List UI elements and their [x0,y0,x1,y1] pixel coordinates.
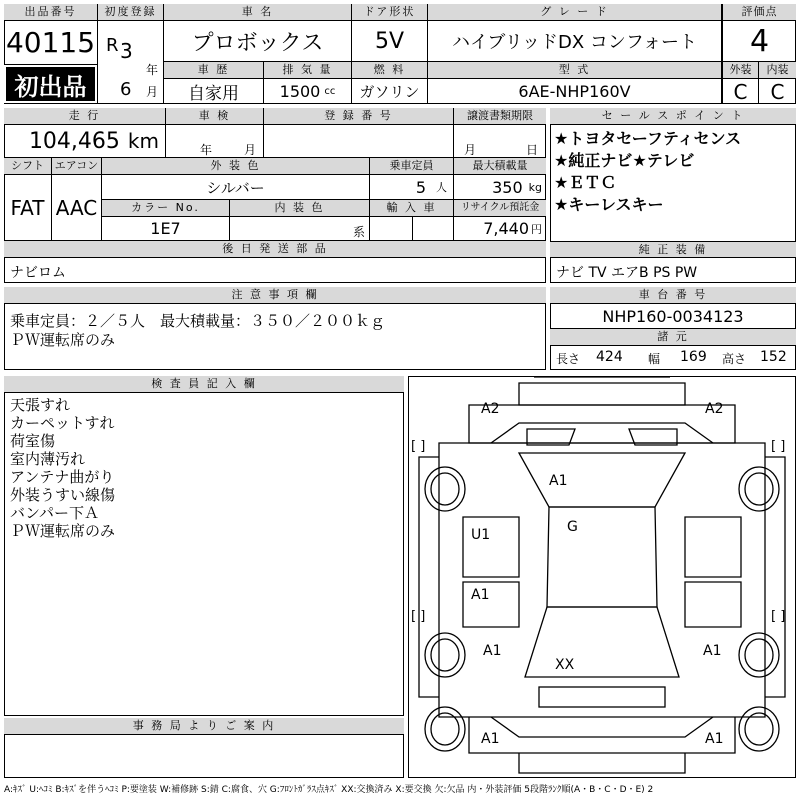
damage-mark: U1 [471,527,491,543]
model-label: 型 式 [428,62,722,79]
notes-label: 注 意 事 項 欄 [4,287,546,304]
inspector-line: 外装うすい線傷 [10,486,116,504]
width-value: 169 [680,349,707,365]
transfer-day-unit: 日 [526,143,539,157]
model: 6AE-NHP160V [428,79,722,104]
damage-mark: A2 [481,401,500,417]
inspector-line: バンパー下Ａ [10,504,99,522]
later-parts: ナビロム [10,265,66,281]
max-load: 350 [492,177,523,197]
chassis-number: NHP160-0034123 [550,304,796,329]
recycle-label: リサイクル預託金 [454,200,546,217]
history-label: 車 歴 [164,62,264,79]
mileage: 104,465 [28,128,120,154]
door-type: 5V [352,21,428,62]
displacement: 1500 [279,81,321,101]
recycle: 7,440 [483,219,529,238]
shift-label: シフト [4,158,52,175]
inspector-line: ＰＷ運転席のみ [10,522,116,540]
height-label: 高さ [722,352,747,366]
import-label: 輸 入 車 [370,200,454,217]
bracket: [ ] [411,609,426,624]
ext-color: シルバー [102,175,370,200]
interior-grade: C [770,79,785,104]
chassis-label: 車 台 番 号 [550,287,796,304]
sales-point: ★純正ナビ★テレビ [554,151,695,170]
int-color-label: 内 装 色 [230,200,370,217]
transfer-month-unit: 月 [464,143,477,157]
recycle-unit: 円 [531,222,542,236]
displacement-cell [264,79,352,104]
damage-mark: XX [555,657,575,673]
later-parts-label: 後 日 発 送 部 品 [4,241,546,258]
mileage-unit: km [127,129,159,153]
reg-year: 3 [120,39,133,63]
office-label: 事 務 局 よ り ご 案 内 [4,718,404,735]
notes-line: ＰＷ運転席のみ [10,331,116,349]
damage-mark: A1 [483,643,502,659]
inspector-line: カーペットすれ [10,414,115,432]
sales-point: ★キーレスキー [554,195,664,214]
interior-label: 内装 [759,62,796,79]
insp-month-unit: 月 [244,143,257,157]
inspector-line: アンテナ曲がり [10,468,115,486]
insp-year-unit: 年 [200,143,213,157]
dims-label: 諸 元 [550,329,796,346]
damage-mark: G [567,519,578,535]
bracket: [ ] [771,439,786,454]
score-label: 評価点 [722,4,796,21]
length-value: 424 [596,349,623,365]
inspector-label: 検 査 員 記 入 欄 [4,376,404,393]
month-unit: 月 [146,85,159,99]
displacement-unit: cc [324,85,336,97]
color-no-label: カラー No. [102,200,230,217]
damage-mark: A1 [703,643,722,659]
ext-color-label: 外 装 色 [102,158,370,175]
notes-line: 乗車定員：２／５人 最大積載量：３５０／２００ｋｇ [10,312,386,330]
max-load-label: 最大積載量 [454,158,546,175]
fuel: ガソリン [352,79,428,104]
era: R [106,35,119,56]
mileage-cell [4,125,166,158]
reg-month: 6 [120,79,132,100]
damage-mark: A1 [471,587,490,603]
damage-mark: A1 [481,731,500,747]
bracket: [ ] [771,609,786,624]
damage-mark: A1 [705,731,724,747]
sales-point: ★ＥＴＣ [554,173,617,192]
exterior-grade: C [722,79,759,104]
equip-label: 純 正 装 備 [550,241,796,258]
equipment: ナビ TV エアB PS PW [556,265,698,281]
shift: FAT [4,175,52,241]
color-no: 1E7 [102,217,230,241]
ac-label: エアコン [52,158,102,175]
first-reg-value [98,21,164,104]
first-reg-label: 初度登録 [98,4,164,21]
car-outline [409,377,795,777]
max-load-unit: kg [528,180,542,194]
capacity: 5 [415,177,426,197]
first-listing-badge [4,65,98,104]
damage-mark: A2 [705,401,724,417]
year-unit: 年 [146,63,159,77]
displacement-label: 排 気 量 [264,62,352,79]
height-value: 152 [760,349,787,365]
car-diagram [408,376,796,778]
bracket: [ ] [411,439,426,454]
capacity-unit: 人 [436,181,447,194]
max-load-cell [454,175,546,200]
ac: AAC [52,175,102,241]
grade: ハイブリッドDX コンフォート [428,21,722,62]
length-label: 長さ [556,352,581,366]
inspector-line: 荷室傷 [10,432,56,450]
sales-point: ★トヨタセーフティセンス [554,129,742,148]
plate-cell [264,125,454,158]
int-color-unit: 系 [352,225,365,239]
sales-label: セ ー ル ス ポ イ ン ト [550,108,796,125]
name-label: 車 名 [164,4,352,21]
history: 自家用 [164,79,264,104]
plate-label: 登 録 番 号 [264,108,454,125]
inspector-line: 室内薄汚れ [10,450,86,468]
grade-label: グ レ ー ド [428,4,722,21]
inspection-label: 車 検 [166,108,264,125]
inspector-notes [10,396,115,540]
lot-number: 40115 [4,21,98,65]
transfer-cell [454,125,546,158]
lot-label: 出品番号 [4,4,98,21]
inspection-cell [166,125,264,158]
fuel-label: 燃 料 [352,62,428,79]
damage-mark: A1 [549,473,568,489]
sales-points [554,128,794,216]
capacity-cell [370,175,454,200]
door-label: ドア形状 [352,4,428,21]
inspector-line: 天張すれ [10,396,71,414]
dims-row [550,346,796,370]
width-label: 幅 [648,352,661,366]
first-listing-label: 初出品 [6,67,95,101]
score: 4 [722,21,796,62]
mileage-label: 走 行 [4,108,166,125]
capacity-label: 乗車定員 [370,158,454,175]
car-name: プロボックス [164,21,352,62]
transfer-label: 譲渡書類期限 [454,108,546,125]
recycle-cell [454,217,546,241]
legend: A:ｷｽﾞ U:ﾍｺﾐ B:ｷｽﾞを伴うﾍｺﾐ P:要塗装 W:補修跡 S:錆 C:腐食、穴 G:ﾌﾛﾝﾄｶﾞﾗｽ点ｷｽﾞ XX:交換済み X:要交換 欠:欠品 内・外装評価 5段階ﾗﾝｸ順(A・B・C・D・E) 2 [4,785,654,795]
exterior-label: 外装 [722,62,759,79]
import-cell [370,217,454,241]
int-color-cell [230,217,370,241]
